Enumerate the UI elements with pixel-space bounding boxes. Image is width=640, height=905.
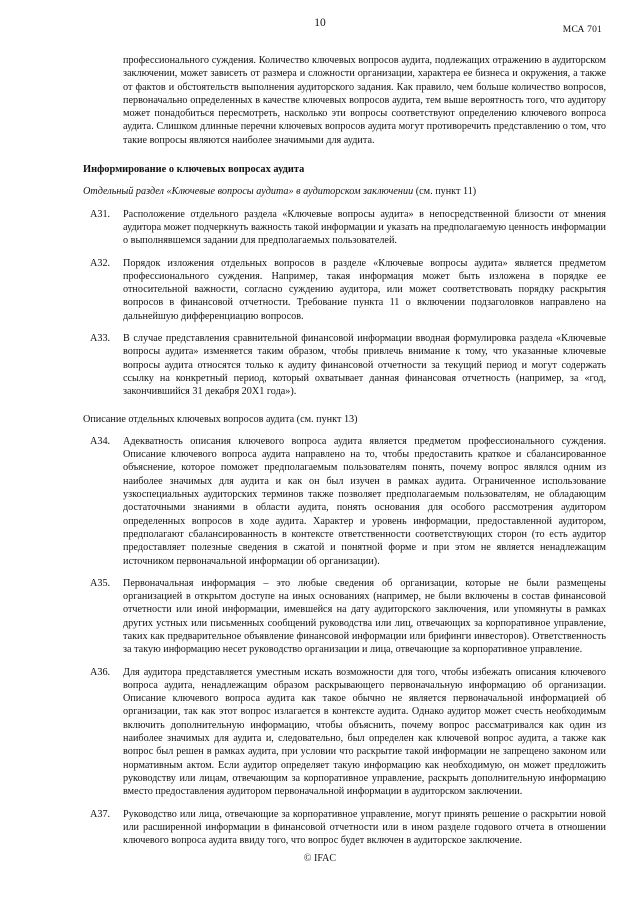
paragraph-a37	[83, 808, 606, 848]
paragraph-number: A37.	[90, 808, 111, 820]
paragraph-text: Первоначальная информация – это любые сведения об организации, которые не были размещены организацией в открытом доступе на иных основаниях (например, не были включены в состав финансовой отчетности или иной информации, имевшейся на дату аудиторского заключения, или упомянуты в рамках других устных или письменных сообщений руководства или лиц, отвечающих за корпоративное управление, таких как предварительное объявление финансовой информации или брифинги инвесторов). Ответственность за такую информацию несет руководство организации и лица, отвечающие за корпоративное управление.	[123, 577, 606, 656]
subheading-italic-text: Отдельный раздел «Ключевые вопросы аудита» в аудиторском заключении	[83, 186, 414, 198]
paragraph-text: Руководство или лица, отвечающие за корпоративное управление, могут принять решение о раскрытии новой или расширенной информации в финансовой отчетности или в ином разделе годового отчета в отношении ключевого вопроса аудита ввиду того, что вопрос будет включен в аудиторское заключение.	[123, 808, 606, 847]
page-number: 10	[314, 17, 326, 29]
paragraph-text: В случае представления сравнительной финансовой информации вводная формулировка раздела «Ключевые вопросы аудита» изменяется таким образом, чтобы привлечь внимание к тому, что указанные ключевые вопросы аудита относятся только к аудиту финансовой отчетности за текущий период и могут содержать ссылку на конкретный период, который охватывает данная финансовая отчетность (например, за «год, закончившийся 31 декабря 20X1 года»).	[123, 333, 606, 398]
subheading-reference: (см. пункт 11)	[413, 186, 477, 198]
paragraph-text: Для аудитора представляется уместным искать возможности для того, чтобы избежать описания ключевого вопроса аудита, ненадлежащим образом раскрывающего первоначальную информацию об организации. Описание ключевого вопроса аудита как такое обычно не является первоначальной информацией об организации, так как этот вопрос излагается в контексте аудита. Однако аудитор может счесть необходимым включить дополнительную информацию, чтобы объяснить, почему вопрос рассматривался как один из наиболее значимых для аудита и, следовательно, был определен как ключевой вопрос аудита, а также как вопрос был решен в рамках аудита, при условии что раскрытие такой информации не запрещено законом или нормативным актом. Если аудитор определяет такую информацию как необходимую, он может предложить руководству или лицам, отвечающим за корпоративное управление, раскрыть дополнительную информацию вместо предоставления аудитором первоначальной информации в аудиторском заключении.	[123, 666, 606, 798]
paragraph-text: Адекватность описания ключевого вопроса аудита является предметом профессионального суждения. Описание ключевого вопроса аудита направлено на то, чтобы предоставить краткое и сбалансированное объяснение, которое поможет предполагаемым пользователям понять, почему вопрос являлся одним из наиболее значимых для аудита и как он был изучен в рамках аудита. Ограниченное использование узкоспециальных аудиторских терминов также позволяет предполагаемым пользователям, не обладающим достаточными знаниями в области аудита, понять основания для особого рассмотрения аудитором определенных вопросов в ходе аудита. Характер и уровень информации, предоставленной аудитором, предполагают сбалансированность в контексте ответственности соответствующих сторон (то есть аудитор предоставляет полезные сведения в сжатой и понятной форме и при этом не является ненадлежащим источником первоначальной информации об организации).	[123, 435, 606, 567]
paragraph-number: A34.	[90, 435, 111, 447]
intro-paragraph: профессионального суждения. Количество ключевых вопросов аудита, подлежащих отражению в аудиторском заключении, может зависеть от размера и сложности организации, характера ее бизнеса и окружения, а также от фактов и обстоятельств выполнения аудиторского задания. Как правило, чем больше количество вопросов, первоначально определенных в качестве ключевых вопросов аудита, тем выше вероятность того, что аудитору может понадобиться пересмотреть, насколько эти вопросы соответствуют определению ключевого вопроса аудита. Слишком длинные перечни ключевых вопросов аудита могут противоречить представлению о том, что такие вопросы являются наиболее значимыми для аудита.	[123, 55, 606, 146]
paragraph-text: Порядок изложения отдельных вопросов в разделе «Ключевые вопросы аудита» является предметом профессионального суждения. Например, такая информация может быть изложена в порядке ее относительной важности, согласно суждению аудитора, или может соответствовать порядку раскрытия вопросов в финансовой отчетности. Требование пункта 11 о включении подзаголовков направлено на дальнейшую дифференциацию вопросов.	[123, 257, 606, 322]
section-title: Информирование о ключевых вопросах аудита	[83, 164, 305, 176]
paragraph-text: Расположение отдельного раздела «Ключевые вопросы аудита» в непосредственной близости от мнения аудитора может подчеркнуть важность такой информации и указать на предполагаемую ценность информации о выполнявшемся задании для предполагаемых пользователей.	[123, 208, 606, 247]
paragraph-a31	[83, 208, 606, 248]
paragraph-number: A36.	[90, 666, 111, 678]
footer-copyright: © IFAC	[303, 853, 337, 864]
document-code: МСА 701	[562, 25, 602, 35]
paragraph-a36	[83, 666, 606, 799]
paragraph-a35	[83, 577, 606, 657]
paragraph-number: A35.	[90, 577, 111, 589]
paragraph-number: A32.	[90, 257, 111, 269]
subheading-separate-section	[83, 185, 606, 198]
paragraph-a34	[83, 435, 606, 568]
page-content	[83, 54, 606, 847]
paragraph-a33	[83, 332, 606, 398]
paragraph-a32	[83, 257, 606, 323]
paragraph-number: A33.	[90, 333, 111, 345]
subheading-description: Описание отдельных ключевых вопросов аудита (см. пункт 13)	[83, 413, 358, 425]
paragraph-number: A31.	[90, 208, 111, 220]
